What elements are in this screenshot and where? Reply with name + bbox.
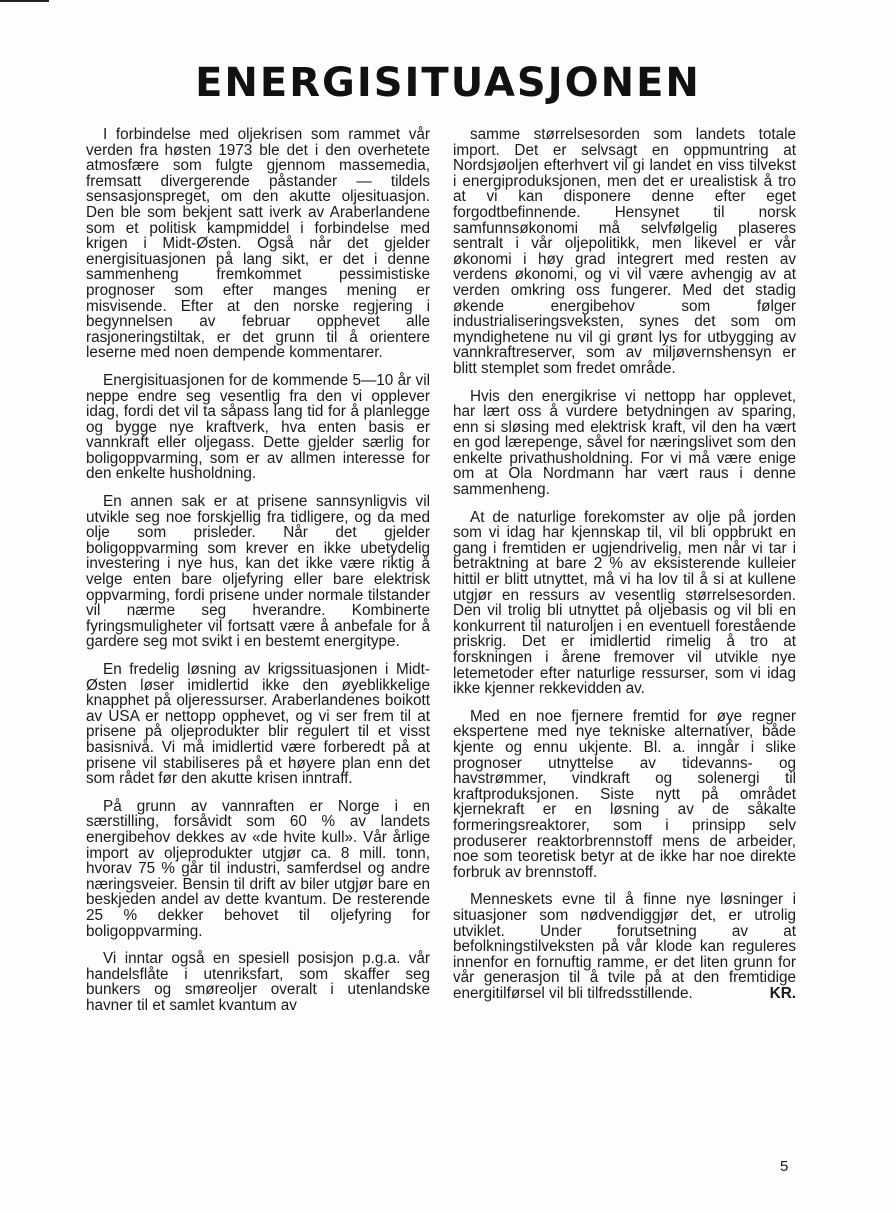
- last-paragraph: [453, 892, 796, 1001]
- paragraph-text: Menneskets evne til å finne nye løsninger i situasjoner som nødvendiggjør det, er utrolig utviklet. Under forutsetning av at befolkningstilveksten på vår klode kan reguleres innenfor en fornuftig ramme, er det liten grunn for vår generasjon til å tvile på at den fremtidige energitilførsel vil bli tilfredsstillende.: [453, 891, 796, 1002]
- paragraph: Vi inntar også en spesiell posisjon p.g.a. vår handelsflåte i utenriksfart, som skaffer seg bunkers og smøreoljer overalt i utenlandske havner til et samlet kvantum av: [86, 950, 430, 1014]
- page-number: 5: [780, 1158, 789, 1175]
- paragraph: En fredelig løsning av krigssituasjonen i Midt-Østen løser imidlertid ikke den øyeblikkelige knapphet på oljeressurser. Araberlandenes boikott av USA er nettopp opphevet, og vi ser frem til at prisene på oljeprodukter blir regulert til et visst basisnivå. Vi må imidlertid være forberedt på at prisene vil stabiliseres på et høyere plan enn det som rådet før den akutte krisen inntraff.: [86, 661, 430, 788]
- paragraph: samme størrelsesorden som landets totale import. Det er selvsagt en oppmuntring at Nordsjøoljen efterhvert vil gi landet en viss tilvekst i energiproduksjonen, men det er urealistisk å tro at vi kan disponere denne efter eget forgodtbefinnende. Hensynet til norsk samfunnsøkonomi må selvfølgelig plaseres sentralt i vår oljepolitikk, men likevel er vår økonomi i høy grad integrert med resten av verdens økonomi, og vi vil være avhengig av at verden omkring oss fungerer. Med det stadig økende energibehov som følger industrialiseringsveksten, synes det som om myndighetene nu vil gi grønt lys for utbygging av vannkraftreserver, som av miljøvernshensyn er blitt stemplet som fredet område.: [453, 126, 796, 377]
- corner-rule: [0, 0, 49, 2]
- paragraph: Hvis den energikrise vi nettopp har opplevet, har lært oss å vurdere betydningen av sparing, enn si sløsing med elektrisk kraft, vil den ha vært en god lærepenge, såvel for næringslivet som den enkelte privathusholdning. For vi må være enige om at Ola Nordmann har vært raus i denne sammenheng.: [453, 387, 796, 499]
- paragraph: Energisituasjonen for de kommende 5—10 år vil neppe endre seg vesentlig fra den vi opplever idag, fordi det vil ta såpass lang tid for å planlegge og bygge nye kraftverk, hva enten basis er vannkraft eller oljegass. Dette gjelder særlig for boligoppvarming, som er av allmen interesse for den enkelte husholdning.: [86, 371, 430, 483]
- paragraph: På grunn av vannraften er Norge i en særstilling, forsåvidt som 60 % av landets energibehov dekkes av «de hvite kull». Vår årlige import av oljeprodukter utgjør ca. 8 mill. tonn, hvorav 75 % går til industri, samferdsel og andre næringsveier. Bensin til drift av biler utgjør bare en beskjeden andel av dette kvantum. De resterende 25 % dekker behovet til oljefyring for boligoppvarming.: [86, 797, 430, 940]
- left-column: [86, 127, 430, 1025]
- paragraph: En annen sak er at prisene sannsynligvis vil utvikle seg noe forskjellig fra tidligere, og da med olje som prisleder. Når det gjelder boligoppvarming som krever en ikke ubetydelig investering i nye hus, kan det ikke være riktig å velge enten bare oljefyring eller bare elektrisk oppvarming, fordi prisene under normale tilstander vil nærme seg hverandre. Kombinerte fyringsmuligheter vil fortsatt være å anbefale for å gardere seg mot svikt i en bestemt energitype.: [86, 493, 430, 651]
- paragraph: I forbindelse med oljekrisen som rammet vår verden fra høsten 1973 ble det i den overhetete atmosfære som fulgte gjennom massemedia, fremsatt divergerende påstander — tildels sensasjonspreget, om den akutte oljesituasjon. Den ble som bekjent satt iverk av Araberlandene som et politisk kampmiddel i forbindelse med krigen i Midt-Østen. Også når det gjelder energisituasjonen på lang sikt, er det i denne sammenheng fremkommet pessimistiske prognoser som efter manges mening er misvisende. Efter at den norske regjering i begynnelsen av februar opphevet alle rasjoneringstiltak, er det grunn til å orientere leserne med noen dempende kommentarer.: [86, 126, 430, 362]
- paragraph: Med en noe fjernere fremtid for øye regner ekspertene med nye tekniske alternativer, både kjente og ennu ukjente. Bl. a. inngår i slike prognoser utnyttelse av tidevanns- og havstrømmer, vindkraft og solenergi til kraftproduksjonen. Siste nytt på området kjernekraft er en løsning av de såkalte formeringsreaktorer, som i prinsipp selv produserer reaktorbrennstoff mens de arbeider, noe som teoretisk betyr at de ikke har noe direkte forbruk av brennstoff.: [453, 707, 796, 881]
- right-column: [453, 127, 796, 1013]
- author-signature: KR.: [769, 984, 796, 1002]
- paragraph: At de naturlige forekomster av olje på jorden som vi idag har kjennskap til, vil bli oppbrukt en gang i fremtiden er ugjendrivelig, men når vi tar i betraktning at bare 2 % av eksisterende kulleier hittil er blitt utnyttet, må vi ha lov til å si at kullene utgjør en ressurs av vesentlig størrelsesorden. Den vil trolig bli utnyttet på oljebasis og vil bli en konkurrent til naturoljen i en eventuell forestående priskrig. Det er imidlertid rimelig å tro at forskningen i årene fremover vil utvikle nye letemetoder efter naturlige ressurser, som vi idag ikke kjenner rekkevidden av.: [453, 508, 796, 698]
- article-title: ENERGISITUASJONEN: [195, 60, 701, 106]
